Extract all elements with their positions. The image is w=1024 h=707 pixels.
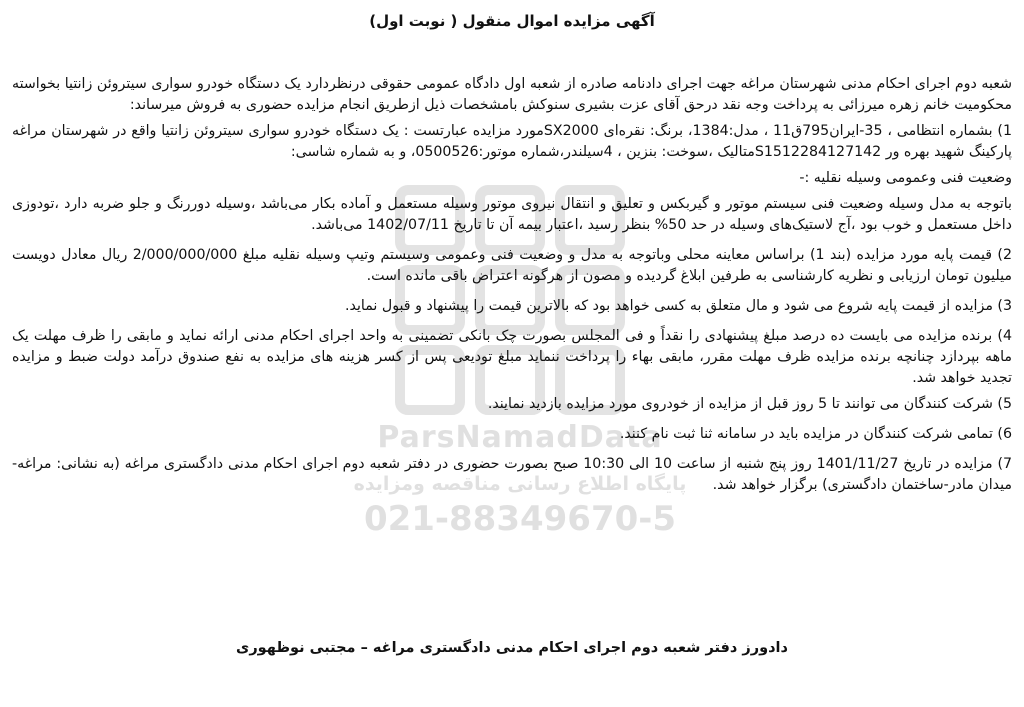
watermark-brand: ParsNamadData xyxy=(377,420,663,455)
condition-heading: وضعیت فنی وعمومی وسیله نقلیه :- xyxy=(799,170,1012,186)
notice-item-3: 3) مزایده از قیمت پایه شروع می شود و مال متعلق به کسی خواهد بود که بالاترین قیمت را پیشنهاد و قبول نماید. xyxy=(345,298,1012,314)
notice-item-7: 7) مزایده در تاریخ 1401/11/27 روز پنج شنبه از ساعت 10 الی 10:30 صبح بصورت حضوری در دفتر شعبه دوم اجرای احکام مدنی دادگستری مراغه (به نشانی: مراغه-میدان مادر-ساختمان دادگستری) برگزار خواهد شد. xyxy=(12,456,1013,493)
notice-item-1: 1) بشماره انتظامی ، 35-ایران795ق11 ، مدل:1384، برنگ: نقره‌ای SX2000مورد مزایده عبارتست : یک دستگاه خودرو سواری سیتروئن زانتیا واقع در شهرستان مراغه پارکینگ شهید بهره ور S1512284127142متالیک ،سوخت: بنزین ، 4سیلندر،شماره موتور:0500526، و به شماره شاسی: xyxy=(12,123,1012,160)
notice-title: آگهی مزایده اموال منقول ( نوبت اول) xyxy=(369,12,655,30)
notice-item-4: 4) برنده مزایده می بایست ده درصد مبلغ پیشنهادی را نقداً و فی المجلس بصورت چک بانکی تضمینی به واحد اجرای احکام مدنی ارائه نماید و مابقی را ظرف مهلت یک ماهه بپردازد چنانچه برنده مزایده ظرف مهلت مقرر، مابقی بهاء را پرداخت ننماید مبلغ تودیعی پس از کسر هزینه های مزایده به نفع صندوق درآمد دولت ضبط و مزایده تجدید خواهد شد. xyxy=(12,328,1012,386)
notice-intro: شعبه دوم اجرای احکام مدنی شهرستان مراغه جهت اجرای دادنامه صادره از شعبه اول دادگاه عمومی حقوقی درنظردارد یک دستگاه خودرو سواری سیتروئن زانتیا بخواسته محکومیت خانم زهره میرزائی به پرداخت وجه نقد درحق آقای عزت بشیری سنوکش بامشخصات ذیل ازطریق انجام مزایده حضوری به فروش میرساند: xyxy=(12,76,1012,113)
condition-text: باتوجه به مدل وسیله وضعیت فنی سیستم موتور و گیربکس و تعلیق و انتقال نیروی موتور وسیله مستعمل و آماده بکار می‌باشد ،وسیله دوررنگ و جلو ضربه دارد ،تودوزی داخل مستعمل و خوب بود ،آج لاستیک‌های وسیله در حد 50% بنظر رسید ،اعتبار بیمه آن تا تاریخ 1402/07/11 می‌باشد. xyxy=(12,196,1012,233)
signature-line: دادورز دفتر شعبه دوم اجرای احکام مدنی دادگستری مراغه – مجتبی نوظهوری xyxy=(236,640,788,656)
notice-item-2: 2) قیمت پایه مورد مزایده (بند 1) براساس معاینه محلی وباتوجه به مدل و وضعیت فنی وعمومی وسیستم وتیپ وسیله نقلیه مبلغ 2/000/000/000 ریال معادل دویست میلیون تومان ارزیابی و نظریه کارشناسی به طرفین ابلاغ گردیده و مصون از هرگونه اعتراض باقی مانده است. xyxy=(12,247,1013,284)
watermark-phone: 021-88349670-5 xyxy=(363,499,677,539)
watermark-caption: پایگاه اطلاع رسانی مناقصه ومزایده xyxy=(353,473,687,495)
notice-item-6: 6) تمامی شرکت کنندگان در مزایده باید در سامانه ثنا ثبت نام کنند. xyxy=(619,426,1012,442)
notice-item-5: 5) شرکت کنندگان می توانند تا 5 روز قبل از مزایده از خودروی مورد مزایده بازدید نمایند. xyxy=(487,396,1012,412)
